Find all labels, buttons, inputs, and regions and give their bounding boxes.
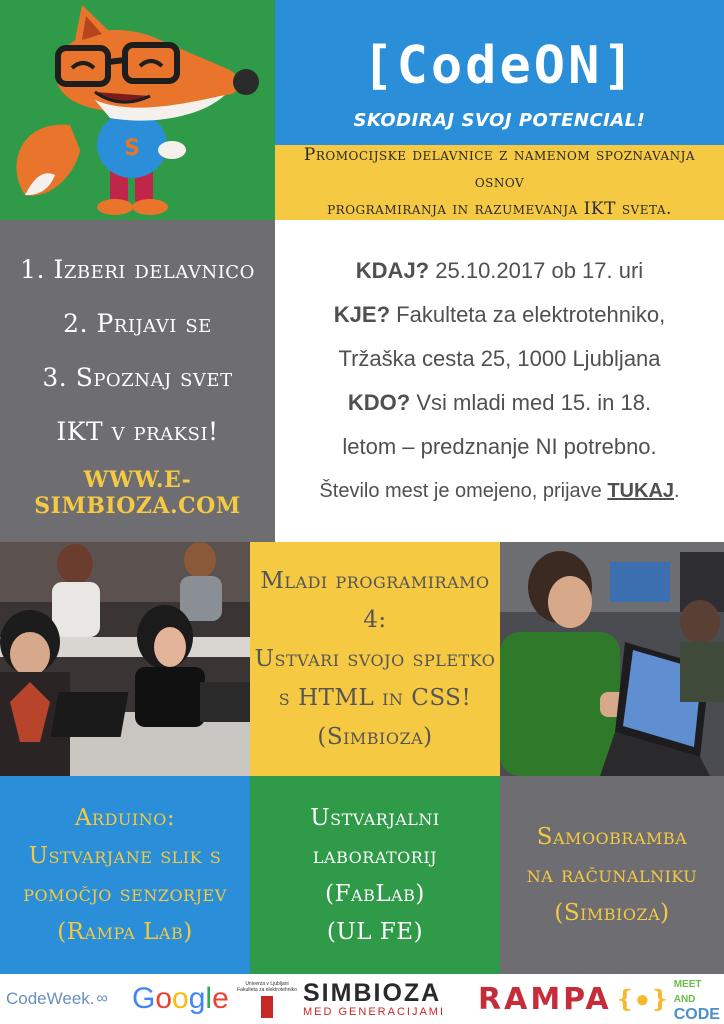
places-text: Število mest je omejeno, prijave bbox=[319, 480, 608, 502]
workshop-self-line-3: (Simbioza) bbox=[554, 900, 670, 926]
workshop-main-line-2: Ustvari svojo spletko bbox=[254, 645, 496, 672]
when-label: KDAJ? bbox=[355, 258, 430, 283]
simbioza-subtext: MED GENERACIJAMI bbox=[303, 1005, 446, 1018]
codeweek-logo[interactable] bbox=[6, 974, 108, 1024]
event-title: [CodeON] bbox=[362, 36, 637, 96]
meet-and-code-logo[interactable] bbox=[615, 974, 724, 1024]
places-end: . bbox=[674, 480, 680, 502]
google-letter-5: l bbox=[205, 982, 213, 1015]
fox-mascot-panel bbox=[0, 0, 275, 220]
title-panel bbox=[275, 0, 724, 145]
google-logo[interactable] bbox=[132, 974, 229, 1024]
where-value: Fakulteta za elektrotehniko, bbox=[396, 302, 666, 327]
who-line bbox=[348, 381, 651, 425]
simbioza-text: SIMBIOZA bbox=[303, 978, 442, 1007]
workshop-main-line-3: s HTML in CSS! bbox=[278, 684, 472, 711]
workshop-self-line-1: Samoobramba bbox=[536, 824, 688, 850]
places-line bbox=[319, 469, 679, 513]
workshop-lab-line-1: Ustvarjalni bbox=[310, 805, 440, 831]
steps-panel bbox=[0, 220, 275, 542]
workshop-arduino-line-1: Arduino: bbox=[74, 805, 176, 831]
workshop-lab[interactable] bbox=[250, 776, 500, 974]
promo-line-2: programiranja in razumevanja IKT sveta. bbox=[327, 199, 672, 219]
workshop-arduino-line-4: (Rampa Lab) bbox=[57, 919, 193, 945]
workshop-photo-right bbox=[500, 542, 724, 776]
step-2: 2. Prijavi se bbox=[63, 309, 212, 338]
workshop-main[interactable] bbox=[250, 542, 500, 776]
google-letter-4: g bbox=[188, 982, 206, 1015]
faculty-logo[interactable] bbox=[236, 974, 298, 1024]
faculty-line-2: Fakulteta za elektrotehniko bbox=[237, 986, 297, 993]
workshop-self-line-2: na računalniku bbox=[526, 862, 698, 888]
workshop-lab-line-2: laboratorij bbox=[312, 843, 438, 869]
when-line bbox=[356, 249, 643, 293]
codeweek-text: CodeWeek. bbox=[6, 989, 95, 1008]
event-subtitle: SKODIRAJ SVOJ POTENCIAL! bbox=[353, 110, 646, 131]
step-3-continued: IKT v praksi! bbox=[56, 417, 219, 446]
faculty-emblem-icon bbox=[261, 996, 273, 1018]
website-link[interactable]: WWW.E-SIMBIOZA.COM bbox=[34, 467, 241, 519]
google-letter-3: o bbox=[172, 982, 189, 1015]
codeweek-icon: ∞ bbox=[96, 990, 108, 1007]
lightbulb-icon: ❴●❵ bbox=[615, 985, 670, 1013]
faculty-line-1: Univerza v Ljubljani bbox=[245, 980, 289, 987]
step-1: 1. Izberi delavnico bbox=[20, 255, 255, 284]
sponsor-logo-bar bbox=[0, 974, 724, 1024]
step-3: 3. Spoznaj svet bbox=[42, 363, 233, 392]
google-letter-6: e bbox=[212, 982, 229, 1015]
promo-panel bbox=[275, 145, 724, 220]
svg-text:S: S bbox=[124, 136, 140, 161]
google-letter-2: o bbox=[155, 982, 173, 1015]
students-laptops-photo bbox=[0, 542, 250, 776]
address-line: Tržaška cesta 25, 1000 Ljubljana bbox=[338, 346, 661, 371]
where-label: KJE? bbox=[333, 302, 391, 327]
register-link[interactable]: TUKAJ bbox=[607, 480, 675, 502]
student-laptop-photo bbox=[500, 542, 724, 776]
rampa-logo[interactable] bbox=[478, 974, 612, 1024]
event-info-panel bbox=[275, 220, 724, 542]
workshop-arduino-line-2: Ustvarjane slik s bbox=[28, 843, 222, 869]
workshop-photo-left bbox=[0, 542, 250, 776]
rampa-text: RAMPA bbox=[478, 981, 612, 1017]
workshop-self-defense[interactable] bbox=[500, 776, 724, 974]
fox-mascot-illustration bbox=[0, 0, 275, 220]
who-value: Vsi mladi med 15. in 18. bbox=[416, 390, 652, 415]
promo-line-1: Promocijske delavnice z namenom spoznavanja osnov bbox=[303, 145, 696, 192]
who-label: KDO? bbox=[347, 390, 411, 415]
code-text: CODE bbox=[673, 1005, 720, 1023]
simbioza-logo[interactable] bbox=[303, 974, 445, 1024]
workshop-lab-line-3: (FabLab) bbox=[325, 881, 425, 907]
who-line-2: letom – predznanje NI potrebno. bbox=[342, 434, 657, 459]
where-line bbox=[334, 293, 665, 337]
workshop-main-line-4: (Simbioza) bbox=[317, 723, 433, 750]
meet-text: MEET AND bbox=[673, 978, 702, 1005]
workshop-arduino-line-3: pomočjo senzorjev bbox=[23, 881, 227, 907]
workshop-main-line-1: Mladi programiramo 4: bbox=[260, 567, 490, 633]
google-letter-1: G bbox=[132, 982, 156, 1015]
workshop-lab-line-4: (UL FE) bbox=[326, 919, 424, 945]
when-value: 25.10.2017 ob 17. uri bbox=[435, 258, 644, 283]
workshop-arduino[interactable] bbox=[0, 776, 250, 974]
